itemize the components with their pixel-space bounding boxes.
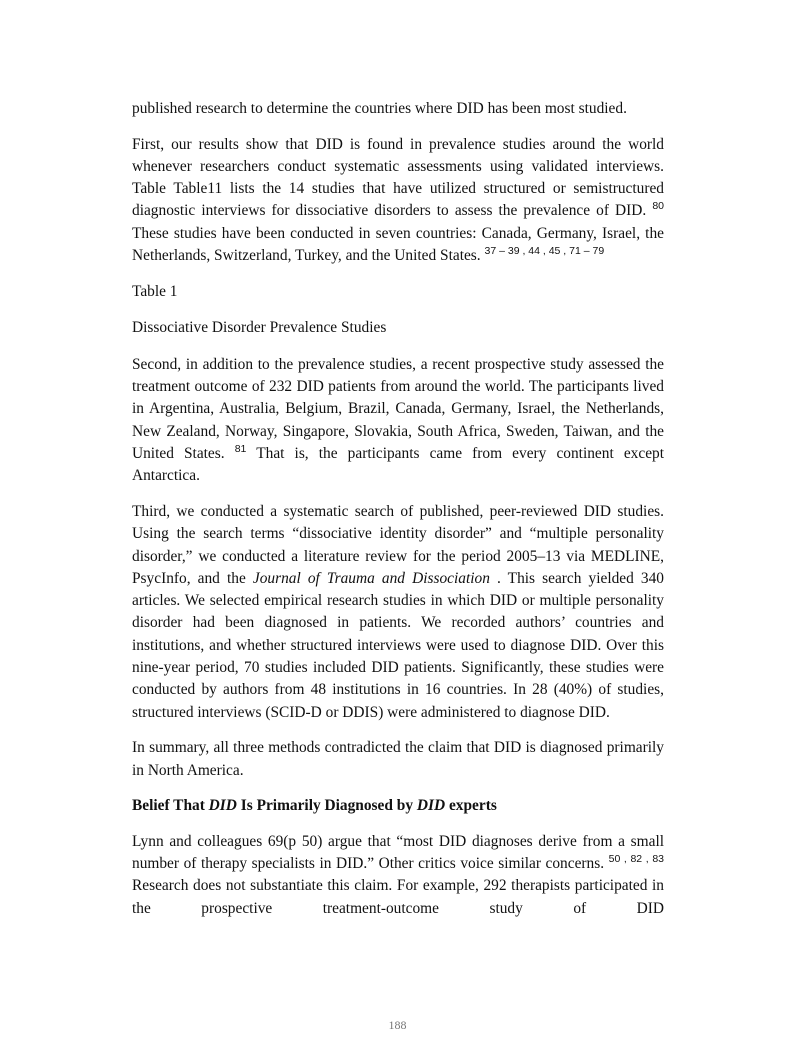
text: These studies have been conducted in seven countries: Canada, Germany, Israel, the Netherlands, Switzerland, Turkey, and the United States. xyxy=(132,224,664,265)
section-heading xyxy=(132,795,664,817)
document-body xyxy=(132,98,664,933)
heading-text: Belief That xyxy=(132,797,209,815)
citation-80: 80 xyxy=(652,200,664,213)
heading-text: experts xyxy=(445,797,497,815)
journal-title: Journal of Trauma and Dissociation xyxy=(252,569,490,587)
text: Second, in addition to the prevalence studies, a recent prospective study assessed the treatment outcome of 232 DID patients from around the world. The participants lived in Argentina, Australia, Belgium, Brazil, Canada, Germany, Israel, the Netherlands, New Zealand, Norway, Singapore, Slovakia, South Africa, Sweden, Taiwan, and the United States. xyxy=(132,355,664,463)
citation-81: 81 xyxy=(234,443,247,456)
text: Lynn and colleagues 69(p 50) argue that “most DID diagnoses derive from a small number of therapy specialists in DID.” Other critics voice similar concerns. xyxy=(132,832,664,872)
text: First, our results show that DID is found in prevalence studies around the world whenever researchers conduct systematic assessments using validated interviews. Table Table11 lists the 14 studies that have utilized structured or semistructured diagnostic interviews for dissociative disorders to assess the prevalence of DID. xyxy=(132,135,664,220)
heading-italic: DID xyxy=(416,797,446,815)
citation-critics: 50 , 82 , 83 xyxy=(608,852,664,865)
text: That is, the participants came from every continent except Antarctica. xyxy=(132,445,664,485)
paragraph-prevalence-studies xyxy=(132,134,664,268)
paragraph-treatment-outcome xyxy=(132,354,664,488)
heading-text: Is Primarily Diagnosed by xyxy=(236,797,417,815)
paragraph-summary: In summary, all three methods contradicted the claim that DID is diagnosed primarily in North America. xyxy=(132,739,664,779)
page-number: 188 xyxy=(388,1018,407,1032)
paragraph-lynn xyxy=(132,831,664,920)
text: . This search yielded 340 articles. We selected empirical research studies in which DID or multiple personality disorder had been diagnosed in patients. We recorded authors’ countries and institutions, and whether structured interviews were used to diagnose DID. Over this nine-year period, 70 studies included DID patients. Significantly, these studies were conducted by authors from 48 institutions in 16 countries. In 28 (40%) of studies, structured interviews (SCID-D or DDIS) were administered to diagnose DID. xyxy=(132,569,664,721)
heading-italic: DID xyxy=(208,797,237,815)
text: Research does not substantiate this claim. For example, 292 therapists participated in the prospective treatment-outcome study of DID xyxy=(132,877,664,917)
paragraph-systematic-search xyxy=(132,501,664,724)
table-title: Dissociative Disorder Prevalence Studies xyxy=(132,319,387,337)
text: Third, we conducted a systematic search of published, peer-reviewed DID studies. Using the search terms “dissociative identity disorder” and “multiple personality disorder,” we conducted a literature review for the period 2005–13 via MEDLINE, PsycInfo, and the xyxy=(132,502,664,587)
paragraph-intro-end: published research to determine the countries where DID has been most studied. xyxy=(132,100,627,117)
table-label: Table 1 xyxy=(132,282,178,300)
citation-countries: 37 – 39 , 44 , 45 , 71 – 79 xyxy=(484,245,605,258)
